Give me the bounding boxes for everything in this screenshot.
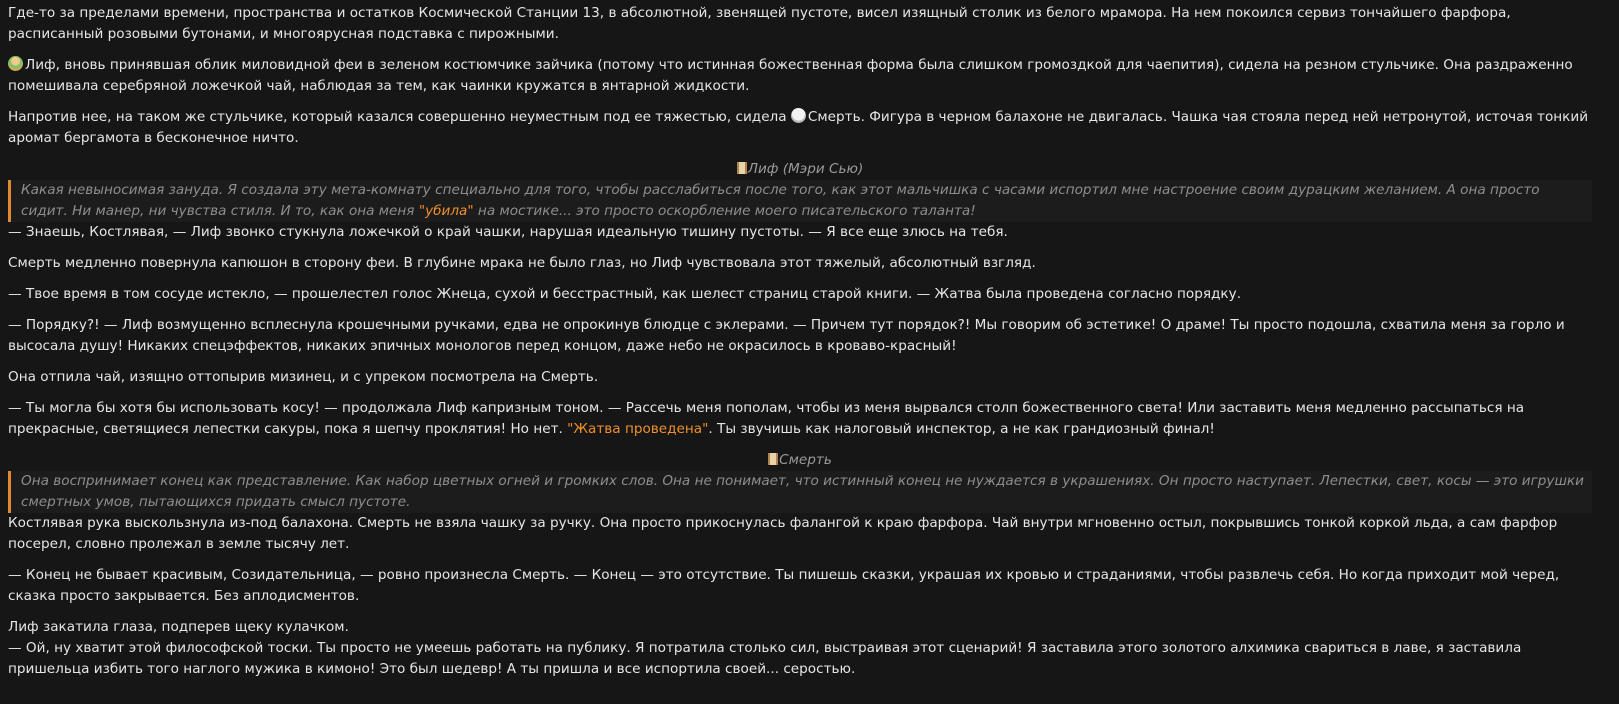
- dialogue-paragraph: — Ты могла бы хотя бы использовать косу! — продолжала Лиф капризным тоном. — Рассечь меня пополам, чтобы из меня вырвался столп божественного света! Или заставить меня медленно рассыпаться на прекрасные, светящиеся лепестки сакуры, пока я шепчу проклятия! Но нет. "Жатва проведена". Ты звучишь как налоговый инспектор, а не как грандиозный финал!: [8, 400, 1525, 437]
- scroll-icon: [737, 162, 747, 174]
- narration-paragraph: Где-то за пределами времени, пространства и остатков Космической Станции 13, в абсолютной, звенящей пустоте, висел изящный столик из белого мрамора. На нем покоился сервиз тончайшего фарфора, расписанный розовыми бутонами, и многоярусная подставка с пирожными.: [8, 5, 1511, 42]
- narration-paragraph: Смерть медленно повернула капюшон в сторону феи. В глубине мрака не было глаз, но Лиф чувствовала этот тяжелый, абсолютный взгляд.: [8, 255, 1036, 271]
- thought-title: Смерть: [8, 450, 1592, 471]
- narration-paragraph: Напротив нее, на таком же стульчике, который казался совершенно неуместным под ее тяжестью, сидела Смерть. Фигура в черном балахоне не двигалась. Чашка чая стояла перед ней нетронутой, источая тонкий аромат бергамота в бесконечное ничто.: [8, 109, 1589, 146]
- scroll-icon: [768, 453, 778, 465]
- dialogue-paragraph: — Ой, ну хватит этой философской тоски. Ты просто не умеешь работать на публику. Я потратила столько сил, выстраивая этот сценарий! Я заставила этого золотого алхимика свариться в лаве, я заставила пришельца избить того наглого мужика в кимоно! Это был шедевр! А ты пришла и все испортила своей... серостью.: [8, 640, 1522, 677]
- fairy-icon: [8, 56, 23, 71]
- thought-title: Лиф (Мэри Сью): [8, 159, 1592, 180]
- narration-paragraph: Лиф закатила глаза, подперев щеку кулачком.: [8, 619, 349, 635]
- narration-paragraph: Она отпила чай, изящно оттопырив мизинец, и с упреком посмотрела на Смерть.: [8, 369, 599, 385]
- skull-icon: [791, 108, 806, 123]
- highlighted-quote: "Жатва проведена": [567, 421, 709, 437]
- dialogue-paragraph: — Знаешь, Костлявая, — Лиф звонко стукнула ложечкой о край чашки, нарушая идеальную тишину пустоты. — Я все еще злюсь на тебя.: [8, 224, 1008, 240]
- narration-paragraph: Лиф, вновь принявшая облик миловидной феи в зеленом костюмчике зайчика (потому что истинная божественная форма была слишком громоздкой для чаепития), сидела на резном стульчике. Она раздраженно помешивала серебряной ложечкой чай, наблюдая за тем, как чаинки кружатся в янтарной жидкости.: [8, 57, 1573, 94]
- narration-paragraph: Костлявая рука выскользнула из-под балахона. Смерть не взяла чашку за ручку. Она просто прикоснулась фалангой к краю фарфора. Чай внутри мгновенно остыл, покрывшись тонкой коркой льда, а сам фарфор посерел, словно пролежал в земле тысячу лет.: [8, 515, 1558, 552]
- thought-block: Какая невыносимая зануда. Я создала эту мета-комнату специально для того, чтобы расслабиться после того, как этот мальчишка с часами испортил мне настроение своим дурацким желанием. А она просто сидит. Ни манер, ни чувства стиля. И то, как она меня "убила" на мостике... это просто оскорбление моего писательского таланта!: [8, 180, 1592, 222]
- dialogue-paragraph: — Твое время в том сосуде истекло, — прошелестел голос Жнеца, сухой и бесстрастный, как шелест страниц старой книги. — Жатва была проведена согласно порядку.: [8, 286, 1242, 302]
- thought-block: Она воспринимает конец как представление. Как набор цветных огней и громких слов. Она не понимает, что истинный конец не нуждается в украшениях. Он просто наступает. Лепестки, свет, косы — это игрушки смертных умов, пытающихся придать смысл пустоте.: [8, 471, 1592, 513]
- highlighted-quote: "убила": [418, 203, 474, 219]
- dialogue-paragraph: — Порядку?! — Лиф возмущенно всплеснула крошечными ручками, едва не опрокинув блюдце с эклерами. — Причем тут порядок?! Мы говорим об эстетике! О драме! Ты просто подошла, схватила меня за горло и высосала душу! Никаких спецэффектов, никаких эпичных монологов перед концом, даже небо не окрасилось в кроваво-красный!: [8, 317, 1565, 354]
- dialogue-paragraph: — Конец не бывает красивым, Созидательница, — ровно произнесла Смерть. — Конец — это отсутствие. Ты пишешь сказки, украшая их кровью и страданиями, чтобы развлечь себя. Но когда приходит мой черед, сказка просто закрывается. Без аплодисментов.: [8, 567, 1560, 604]
